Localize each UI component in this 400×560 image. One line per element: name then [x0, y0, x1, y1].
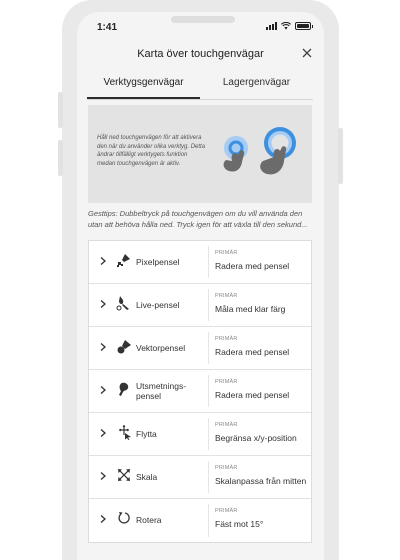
- shortcut-row-rotera[interactable]: [89, 499, 311, 542]
- status-bar: [77, 12, 324, 42]
- tool-name: Flytta: [136, 429, 157, 439]
- primary-action: Radera med pensel: [215, 347, 290, 357]
- primary-label: PRIMÄR: [215, 508, 238, 514]
- intro-card: [88, 105, 312, 203]
- shortcut-row-vektorpensel[interactable]: [89, 327, 311, 370]
- status-time: 1:41: [97, 22, 118, 33]
- intro-card-text: Håll ned touchgenvägen för att aktivera den när du använder olika verktyg. Detta ändrar tillfälligt verktygets funktion medan touchgenvägen är aktiv.: [97, 135, 206, 167]
- phone-screen: [77, 12, 324, 560]
- chevron-right-icon[interactable]: [99, 514, 107, 524]
- tab-tool-shortcuts[interactable]: Verktygsgenvägar: [87, 72, 200, 99]
- row-divider: [208, 504, 209, 537]
- chevron-right-icon[interactable]: [99, 342, 107, 352]
- primary-action: Måla med klar färg: [215, 304, 286, 314]
- tool-name: Rotera: [136, 515, 162, 525]
- chevron-right-icon[interactable]: [99, 256, 107, 266]
- row-divider: [208, 332, 209, 364]
- row-divider: [208, 375, 209, 407]
- volume-up-button: [58, 92, 63, 128]
- signal-icon: [266, 22, 277, 30]
- shortcut-row-skala[interactable]: [89, 456, 311, 499]
- tool-name: Skala: [136, 472, 158, 482]
- rotate-icon: [116, 510, 132, 526]
- tool-name: Utsmetnings-pensel: [136, 381, 187, 401]
- tool-name: Live-pensel: [136, 300, 180, 310]
- chevron-right-icon[interactable]: [99, 385, 107, 395]
- row-divider: [208, 418, 209, 450]
- tab-bar: [87, 72, 313, 100]
- primary-action: Fäst mot 15°: [215, 519, 264, 529]
- shortcut-row-flytta[interactable]: [89, 413, 311, 456]
- volume-down-button: [58, 140, 63, 176]
- page-title: Karta över touchgenvägar: [137, 48, 264, 60]
- tool-name: Pixelpensel: [136, 257, 180, 267]
- row-divider: [208, 289, 209, 321]
- pixel-brush-icon: [116, 252, 132, 268]
- wifi-icon: [281, 22, 291, 30]
- close-icon[interactable]: [298, 44, 316, 62]
- status-icons: [266, 22, 311, 30]
- primary-label: PRIMÄR: [215, 293, 238, 299]
- header: [77, 42, 324, 72]
- notch: [171, 16, 235, 23]
- primary-label: PRIMÄR: [215, 422, 238, 428]
- row-divider: [208, 461, 209, 493]
- tab-layer-shortcuts[interactable]: Lagergenvägar: [222, 77, 291, 88]
- primary-label: PRIMÄR: [215, 336, 238, 342]
- primary-action: Radera med pensel: [215, 390, 290, 400]
- chevron-right-icon[interactable]: [99, 299, 107, 309]
- chevron-right-icon[interactable]: [99, 471, 107, 481]
- shortcut-list: [88, 240, 312, 543]
- touch-shortcut-illustration: [218, 121, 304, 189]
- live-brush-icon: [116, 295, 132, 311]
- primary-action: Skalanpassa från mitten: [215, 476, 307, 486]
- gesture-tips: Gesttips: Dubbeltryck på touchgenvägen om du vill använda den utan att behöva hålla ned. Tryck igen för att växla till den sekund...: [88, 209, 308, 229]
- shortcut-row-live-pensel[interactable]: [89, 284, 311, 327]
- power-button: [338, 128, 343, 184]
- vector-brush-icon: [116, 338, 132, 354]
- smudge-brush-icon: [116, 381, 132, 397]
- primary-label: PRIMÄR: [215, 465, 238, 471]
- primary-label: PRIMÄR: [215, 250, 238, 256]
- chevron-right-icon[interactable]: [99, 428, 107, 438]
- scale-icon: [116, 467, 132, 483]
- battery-icon: [295, 22, 311, 30]
- row-divider: [208, 246, 209, 278]
- tool-name: Vektorpensel: [136, 343, 186, 353]
- primary-label: PRIMÄR: [215, 379, 238, 385]
- move-icon: [116, 424, 132, 440]
- shortcut-row-utsmetningspensel[interactable]: [89, 370, 311, 413]
- primary-action: Radera med pensel: [215, 261, 290, 271]
- shortcut-row-pixelpensel[interactable]: [89, 241, 311, 284]
- primary-action: Begränsa x/y-position: [215, 433, 297, 443]
